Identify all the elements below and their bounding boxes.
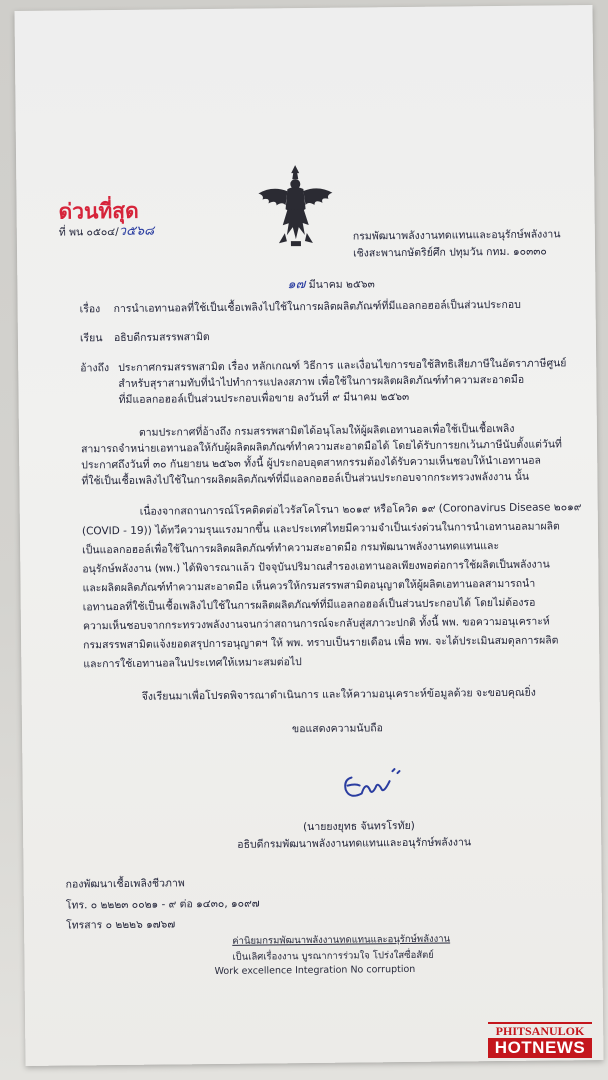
signatory-name: (นายยงยุทธ จันทรโรทัย) bbox=[302, 819, 415, 834]
reference-label: อ้างถึง bbox=[80, 362, 110, 375]
letter-date bbox=[287, 277, 375, 292]
paragraph2-line: และการใช้เอทานอลในประเทศให้เหมาะสมต่อไป bbox=[83, 656, 302, 671]
subject-label: เรื่อง bbox=[79, 303, 101, 316]
paragraph1-line: สามารถจำหน่ายเอทานอลให้กับผู้ผลิตผลิตภัณฑ์ทำความสะอาดมือได้ โดยได้รับการยกเว้นภาษีนับตั้งแต่วันที่ bbox=[81, 438, 562, 456]
reference-line: สำหรับสุราสามทับที่นำไปทำการแปลงสภาพ เพื่อใช้ในการผลิตผลิตภัณฑ์ทำความสะอาดมือ bbox=[118, 373, 525, 390]
core-values-thai: เป็นเลิศเรื่องงาน บูรณาการร่วมใจ โปร่งใสซื่อสัตย์ bbox=[232, 949, 434, 963]
urgency-stamp: ด่วนที่สุด bbox=[58, 197, 139, 224]
document-number-prefix: ที่ พน ๐๕๐๔/ bbox=[58, 225, 119, 239]
salutation: ขอแสดงความนับถือ bbox=[291, 722, 383, 736]
phone-number: โทร. ๐ ๒๒๒๓ ๐๐๒๑ - ๙ ต่อ ๑๔๓๐, ๑๐๙๗ bbox=[65, 897, 260, 912]
phitsanulok-hotnews-watermark bbox=[488, 1022, 592, 1062]
recipient-text: อธิบดีกรมสรรพสามิต bbox=[113, 331, 210, 345]
recipient-label: เรียน bbox=[79, 332, 103, 345]
paragraph1-line: ที่ใช้เป็นเชื้อเพลิงไปใช้ในการผลิตผลิตภัณฑ์ที่มีแอลกอฮอล์เป็นส่วนประกอบจากกระทรวงพลังงาน นั้น bbox=[81, 470, 530, 488]
subject-text: การนำเอทานอลที่ใช้เป็นเชื้อเพลิงไปใช้ในการผลิตผลิตภัณฑ์ที่มีแอลกอฮอล์เป็นส่วนประกอบ bbox=[113, 298, 521, 316]
paragraph2-line: เป็นแอลกอฮอล์เพื่อใช้ในการผลิตผลิตภัณฑ์ทำความสะอาดมือ กรมพัฒนาพลังงานทดแทนและ bbox=[82, 540, 500, 557]
document-number-handwritten: ว๕๖๘ bbox=[118, 223, 155, 239]
core-values-english: Work excellence Integration No corruption bbox=[214, 963, 416, 978]
fax-number: โทรสาร ๐ ๒๒๒๖ ๑๗๖๗ bbox=[66, 918, 176, 932]
paragraph2-line: ความเห็นชอบจากกระทรวงพลังงานจนกว่าสถานการณ์จะกลับสู่สภาวะปกติ ทั้งนี้ พพ. ขอความอนุเคราะห์ bbox=[82, 615, 550, 633]
division-name: กองพัฒนาเชื้อเพลิงชีวภาพ bbox=[65, 877, 185, 891]
paragraph1-line: ตามประกาศที่อ้างถึง กรมสรรพสามิตได้อนุโลมให้ผู้ผลิตเอทานอลเพื่อใช้เป็นเชื้อเพลิง bbox=[138, 422, 515, 439]
paragraph2-line: เอทานอลที่ใช้เป็นเชื้อเพลิงไปใช้ในการผลิตผลิตภัณฑ์ที่มีแอลกอฮอล์เป็นส่วนประกอบได้ โดยไม่ต้องรอ bbox=[82, 596, 536, 614]
reference-line: ประกาศกรมสรรพสามิต เรื่อง หลักเกณฑ์ วิธีการ และเงื่อนไขการขอใช้สิทธิเสียภาษีในอัตราภาษีศูนย์ bbox=[118, 357, 567, 374]
signature-icon bbox=[337, 759, 408, 810]
paragraph1-line: ประกาศถึงวันที่ ๓๐ กันยายน ๒๕๖๓ ทั้งนี้ ผู้ประกอบอุตสาหกรรมต้องได้รับความเห็นชอบให้นำเอทานอล bbox=[81, 454, 542, 472]
document-number bbox=[59, 225, 155, 240]
watermark-top-text: PHITSANULOK bbox=[488, 1022, 592, 1038]
agency-address: เชิงสะพานกษัตริย์ศึก ปทุมวัน กทม. ๑๐๓๓๐ bbox=[352, 245, 547, 260]
date-month-year: มีนาคม ๒๕๖๓ bbox=[308, 278, 375, 291]
paragraph2-line: กรมสรรพสามิตแจ้งยอดสรุปการอนุญาตฯ ให้ พพ. ทราบเป็นรายเดือน เพื่อ พพ. จะได้ประเมินสมดุลการผลิต bbox=[83, 634, 559, 652]
reference-line: ที่มีแอลกอฮอล์เป็นส่วนประกอบเพื่อขาย ลงวันที่ ๙ มีนาคม ๒๕๖๓ bbox=[118, 390, 410, 406]
paragraph2-line: อนุรักษ์พลังงาน (พพ.) ได้พิจารณาแล้ว ปัจจุบันปริมาณสำรองเอทานอลเพียงพอต่อการใช้ผลิตเป็นพลังงาน bbox=[82, 558, 550, 576]
agency-name: กรมพัฒนาพลังงานทดแทนและอนุรักษ์พลังงาน bbox=[352, 228, 561, 243]
garuda-emblem-icon bbox=[254, 163, 337, 250]
paragraph2-line: เนื่องจากสถานการณ์โรคติดต่อไวรัสโคโรนา ๒๐๑๙ หรือโควิด ๑๙ (Coronavirus Disease ๒๐๑๙ bbox=[139, 501, 582, 518]
core-values-title: ค่านิยมกรมพัฒนาพลังงานทดแทนและอนุรักษ์พลังงาน bbox=[232, 933, 451, 947]
signatory-title: อธิบดีกรมพัฒนาพลังงานทดแทนและอนุรักษ์พลังงาน bbox=[237, 836, 472, 851]
paragraph2-line: และผลิตผลิตภัณฑ์ทำความสะอาดมือ เห็นควรให้กรมสรรพสามิตอนุญาตให้ผู้ผลิตเอทานอลสามารถนำ bbox=[82, 577, 536, 595]
paragraph2-line: (COVID - 19)) ได้ทวีความรุนแรงมากขึ้น และประเทศไทยมีความจำเป็นเร่งด่วนในการนำเอทานอลมาผลิต bbox=[81, 520, 560, 538]
document-sheet bbox=[14, 5, 603, 1066]
watermark-bottom-text: HOTNEWS bbox=[488, 1038, 592, 1058]
date-day-handwritten: ๑๗ bbox=[287, 277, 306, 293]
closing-request: จึงเรียนมาเพื่อโปรดพิจารณาดำเนินการ และให้ความอนุเคราะห์ข้อมูลด้วย จะขอบคุณยิ่ง bbox=[141, 686, 536, 703]
